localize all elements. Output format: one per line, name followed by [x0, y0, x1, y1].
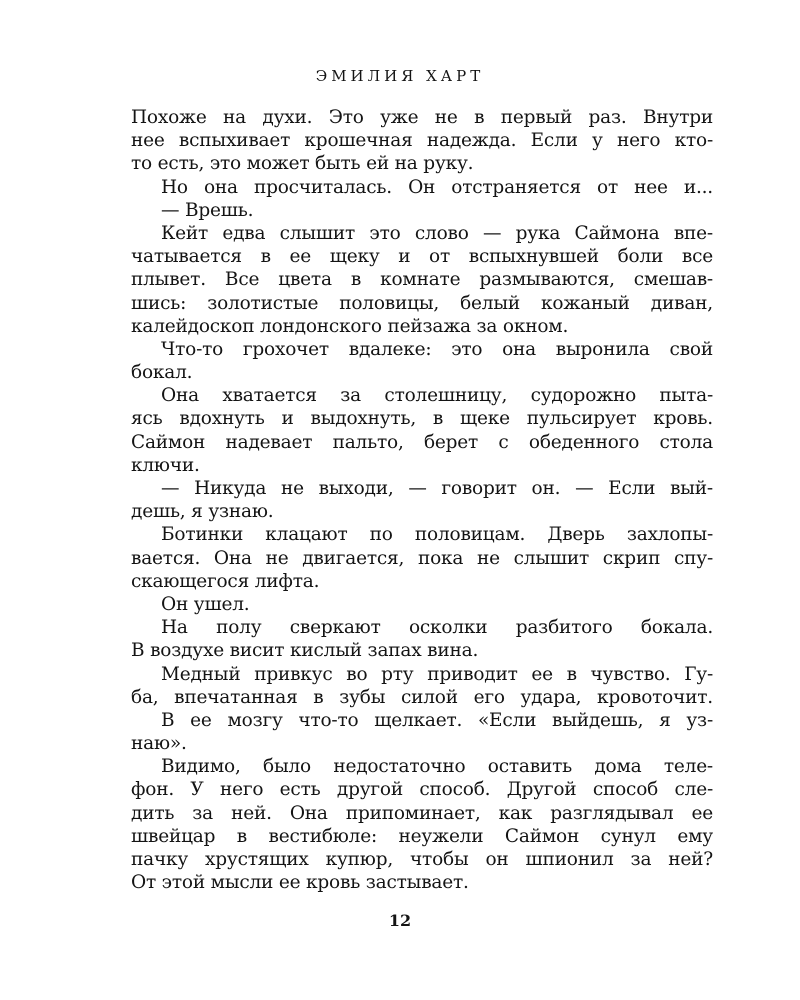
- text-line: — Никуда не выходи, — говорит он. — Если вый-: [161, 478, 713, 499]
- body-text: [131, 106, 713, 894]
- text-line: Медный привкус во рту приводит ее в чувство. Гу-: [161, 663, 713, 685]
- text-line: чатывается в ее щеку и от вспыхнувшей боли все: [131, 246, 713, 268]
- text-line: Ботинки клацают по половицам. Дверь захлопы-: [161, 524, 713, 546]
- text-line: ясь вдохнуть и выдохнуть, в щеке пульсирует кровь.: [131, 408, 713, 430]
- text-line: то есть, это может быть ей на руку.: [131, 153, 474, 175]
- text-line: Что-то грохочет вдалеке: это она выронила свой: [161, 338, 713, 360]
- text-line: скающегося лифта.: [131, 570, 320, 592]
- text-line: фон. У него есть другой способ. Другой способ сле-: [131, 779, 713, 801]
- text-line: — Врешь.: [161, 199, 254, 221]
- text-line: нее вспыхивает крошечная надежда. Если у него кто-: [131, 130, 713, 152]
- text-line: Саймон надевает пальто, берет с обеденного стола: [131, 431, 713, 453]
- text-line: На полу сверкают осколки разбитого бокала.: [161, 617, 713, 639]
- text-line: пачку хрустящих купюр, чтобы он шпионил за ней?: [131, 849, 713, 870]
- text-line: В ее мозгу что-то щелкает. «Если выйдешь, я уз-: [161, 709, 713, 731]
- text-line: ба, впечатанная в зубы силой его удара, кровоточит.: [131, 686, 713, 708]
- text-line: Она хватается за столешницу, судорожно пыта-: [161, 385, 713, 407]
- text-line: Он ушел.: [161, 593, 250, 615]
- text-line: наю».: [131, 733, 187, 755]
- text-line: плывет. Все цвета в комнате размываются, смешав-: [131, 269, 713, 291]
- text-line: калейдоскоп лондонского пейзажа за окном.: [131, 315, 569, 337]
- text-line: Но она просчиталась. Он отстраняется от нее и...: [161, 176, 713, 198]
- running-header: ЭМИЛИЯ ХАРТ: [315, 67, 485, 85]
- text-line: швейцар в вестибюле: неужели Саймон сунул ему: [131, 825, 713, 847]
- text-line: Похоже на духи. Это уже не в первый раз. Внутри: [131, 107, 713, 128]
- page-number: 12: [388, 911, 412, 930]
- text-line: дить за ней. Она припоминает, как разглядывал ее: [131, 802, 713, 824]
- text-line: Кейт едва слышит это слово — рука Саймона впе-: [161, 222, 713, 244]
- text-line: От этой мысли ее кровь застывает.: [131, 872, 469, 894]
- text-line: шись: золотистые половицы, белый кожаный диван,: [131, 292, 713, 314]
- text-line: бокал.: [131, 362, 193, 384]
- text-line: Видимо, было недостаточно оставить дома теле-: [161, 756, 713, 778]
- text-line: дешь, я узнаю.: [131, 501, 274, 523]
- text-line: вается. Она не двигается, пока не слышит скрип спу-: [131, 547, 713, 569]
- text-line: ключи.: [131, 454, 200, 476]
- text-line: В воздухе висит кислый запах вина.: [131, 640, 479, 662]
